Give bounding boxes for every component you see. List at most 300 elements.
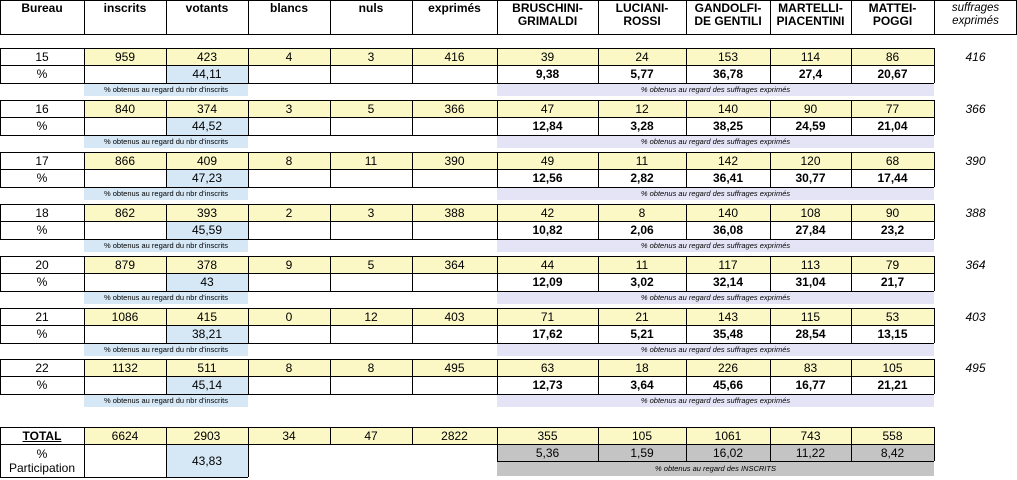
pct-c4: 27,4 — [798, 67, 823, 81]
column-divider — [770, 100, 771, 135]
cell-c3: 226 — [686, 359, 770, 376]
row-divider — [0, 169, 934, 170]
pct-votants: 38,21 — [166, 325, 248, 343]
column-divider — [770, 0, 771, 34]
column-divider — [598, 359, 599, 394]
total-pct-c5: 8,42 — [851, 444, 934, 461]
pct-c4: 27,84 — [795, 223, 826, 237]
column-divider — [851, 444, 852, 461]
column-divider — [770, 308, 771, 343]
column-divider — [412, 152, 413, 187]
column-divider — [84, 359, 85, 394]
pct-c2: 3,28 — [630, 119, 654, 133]
pct-c4: 24,59 — [795, 119, 826, 133]
column-divider — [84, 100, 85, 135]
cell-c2: 18 — [598, 359, 686, 376]
column-divider — [248, 359, 249, 394]
pct-c3: 35,48 — [712, 327, 744, 341]
total-pct-votants: 43,83 — [166, 444, 248, 477]
cell-c4: 114 — [770, 48, 851, 65]
column-divider — [412, 359, 413, 394]
row-divider — [0, 376, 934, 377]
column-divider — [770, 427, 771, 444]
column-divider — [248, 0, 249, 34]
pct-c5: 21,04 — [877, 119, 908, 133]
header-nuls: nuls — [358, 1, 384, 15]
cell-c2: 11 — [598, 152, 686, 169]
suffrages-exprimes: 388 — [965, 205, 986, 220]
column-divider — [0, 152, 1, 187]
cell-c2: 11 — [598, 256, 686, 273]
column-divider — [0, 256, 1, 291]
cell-inscrits: 840 — [84, 100, 166, 117]
suffrages-exprimes: 416 — [965, 49, 986, 64]
cell-c1: 44 — [497, 256, 598, 273]
row-divider — [0, 256, 934, 257]
pct-label: % — [36, 223, 48, 237]
suffrages-exprimes: 364 — [965, 257, 986, 272]
column-divider — [934, 100, 935, 135]
pct-label: % — [36, 119, 48, 133]
column-divider — [0, 0, 1, 34]
pct-c2: 3,64 — [630, 378, 654, 392]
pct-label: % — [36, 378, 48, 392]
column-divider — [330, 308, 331, 343]
column-divider — [934, 427, 935, 444]
cell-inscrits: 879 — [84, 256, 166, 273]
note-suffrages: % obtenus au regard des suffrages exprimés — [497, 135, 934, 148]
cell-c4: 108 — [770, 204, 851, 221]
column-divider — [770, 48, 771, 83]
column-divider — [330, 256, 331, 291]
row-divider — [0, 65, 934, 66]
column-divider — [166, 427, 167, 444]
row-divider — [0, 477, 248, 478]
row-divider — [0, 427, 934, 428]
pct-c5: 21,21 — [877, 378, 908, 392]
column-divider — [84, 444, 85, 477]
pct-c2: 2,06 — [630, 223, 654, 237]
pct-votants: 47,23 — [166, 169, 248, 187]
cell-nuls: 12 — [330, 308, 412, 325]
pct-votants: 43 — [166, 273, 248, 291]
header-exprimes: exprimés — [428, 1, 481, 15]
row-divider — [0, 187, 934, 188]
note-inscrits: % obtenus au regard du nbr d'inscrits — [84, 187, 248, 200]
column-divider — [166, 48, 167, 83]
cell-nuls: 8 — [330, 359, 412, 376]
pct-c2: 2,82 — [630, 171, 654, 185]
bureau-number: 18 — [35, 205, 49, 220]
total-c2: 105 — [598, 427, 686, 444]
cell-c3: 143 — [686, 308, 770, 325]
column-divider — [84, 0, 85, 34]
pct-c1: 17,62 — [532, 327, 563, 341]
total-inscrits: 6624 — [84, 427, 166, 444]
total-label: TOTAL — [22, 428, 62, 443]
cell-blancs: 0 — [248, 308, 330, 325]
row-divider — [0, 100, 934, 101]
cell-inscrits: 1132 — [84, 359, 166, 376]
cell-c2: 12 — [598, 100, 686, 117]
cell-votants: 415 — [166, 308, 248, 325]
column-divider — [0, 359, 1, 394]
column-divider — [598, 100, 599, 135]
column-divider — [934, 308, 935, 343]
column-divider — [330, 427, 331, 444]
total-votants: 2903 — [166, 427, 248, 444]
header-cand3: GANDOLFI- DE GENTILI — [694, 1, 762, 28]
pct-c5: 20,67 — [877, 67, 908, 81]
row-divider — [0, 239, 934, 240]
pct-c1: 12,09 — [532, 275, 563, 289]
header-inscrits: inscrits — [103, 1, 147, 15]
total-c3: 1061 — [686, 427, 770, 444]
row-divider — [0, 273, 934, 274]
pct-c1: 12,73 — [532, 378, 563, 392]
column-divider — [412, 308, 413, 343]
note-inscrits: % obtenus au regard du nbr d'inscrits — [84, 291, 248, 304]
column-divider — [686, 0, 687, 34]
total-c5: 558 — [851, 427, 934, 444]
pct-votants: 44,52 — [166, 117, 248, 135]
cell-c5: 90 — [851, 204, 934, 221]
row-divider — [0, 0, 1017, 1]
header-cand5: MATTEI- POGGI — [868, 1, 917, 28]
cell-c4: 120 — [770, 152, 851, 169]
note-suffrages: % obtenus au regard des suffrages exprimés — [497, 187, 934, 200]
column-divider — [166, 100, 167, 135]
pct-c3: 45,66 — [712, 378, 744, 392]
total-c4: 743 — [770, 427, 851, 444]
bureau-number: 21 — [35, 309, 49, 324]
bureau-number: 16 — [35, 101, 49, 116]
cell-c3: 153 — [686, 48, 770, 65]
cell-votants: 393 — [166, 204, 248, 221]
column-divider — [84, 427, 85, 444]
cell-c1: 39 — [497, 48, 598, 65]
cell-exprimes: 495 — [412, 359, 497, 376]
column-divider — [934, 0, 935, 34]
column-divider — [330, 48, 331, 83]
total-pct-label: % Participation — [8, 446, 76, 475]
header-cand2: LUCIANI- ROSSI — [615, 1, 669, 28]
column-divider — [84, 152, 85, 187]
column-divider — [0, 444, 1, 477]
column-divider — [598, 48, 599, 83]
row-divider — [0, 152, 934, 153]
cell-c1: 49 — [497, 152, 598, 169]
bureau-number: 22 — [35, 360, 49, 375]
total-pct-c1: 5,36 — [497, 444, 598, 461]
header-suffrages: suffrages exprimés — [951, 2, 1000, 27]
cell-nuls: 5 — [330, 100, 412, 117]
column-divider — [934, 256, 935, 291]
column-divider — [248, 444, 249, 477]
pct-c4: 16,77 — [795, 378, 826, 392]
cell-exprimes: 416 — [412, 48, 497, 65]
cell-c5: 53 — [851, 308, 934, 325]
column-divider — [770, 359, 771, 394]
note-suffrages: % obtenus au regard des suffrages exprimés — [497, 291, 934, 304]
header-cand4: MARTELLI- PIACENTINI — [776, 1, 845, 28]
cell-blancs: 9 — [248, 256, 330, 273]
pct-votants: 45,59 — [166, 221, 248, 239]
cell-votants: 511 — [166, 359, 248, 376]
column-divider — [598, 256, 599, 291]
cell-inscrits: 1086 — [84, 308, 166, 325]
row-divider — [0, 48, 934, 49]
column-divider — [248, 308, 249, 343]
pct-c4: 28,54 — [795, 327, 826, 341]
cell-exprimes: 390 — [412, 152, 497, 169]
note-suffrages: % obtenus au regard des suffrages exprimés — [497, 394, 934, 407]
column-divider — [412, 100, 413, 135]
pct-label: % — [36, 67, 48, 81]
column-divider — [166, 204, 167, 239]
pct-c5: 21,7 — [880, 275, 905, 289]
column-divider — [412, 48, 413, 83]
suffrages-exprimes: 366 — [965, 101, 986, 116]
cell-votants: 374 — [166, 100, 248, 117]
column-divider — [686, 427, 687, 444]
note-inscrits: % obtenus au regard du nbr d'inscrits — [84, 135, 248, 148]
pct-c3: 36,41 — [712, 171, 744, 185]
column-divider — [248, 427, 249, 444]
column-divider — [851, 256, 852, 291]
pct-c1: 12,84 — [532, 119, 563, 133]
cell-c4: 83 — [770, 359, 851, 376]
cell-c4: 113 — [770, 256, 851, 273]
column-divider — [330, 359, 331, 394]
cell-blancs: 8 — [248, 152, 330, 169]
pct-c1: 9,38 — [535, 67, 560, 81]
column-divider — [497, 152, 498, 187]
cell-nuls: 3 — [330, 48, 412, 65]
column-divider — [330, 0, 331, 34]
column-divider — [770, 444, 771, 461]
row-divider — [0, 291, 934, 292]
cell-blancs: 4 — [248, 48, 330, 65]
column-divider — [412, 256, 413, 291]
note-suffrages: % obtenus au regard des suffrages exprimés — [497, 83, 934, 96]
column-divider — [497, 100, 498, 135]
column-divider — [686, 359, 687, 394]
cell-c5: 86 — [851, 48, 934, 65]
pct-c3: 32,14 — [712, 275, 744, 289]
column-divider — [598, 427, 599, 444]
pct-c2: 5,77 — [630, 67, 654, 81]
cell-c3: 140 — [686, 100, 770, 117]
bureau-number: 17 — [35, 153, 49, 168]
column-divider — [770, 152, 771, 187]
column-divider — [248, 48, 249, 83]
row-divider — [0, 34, 1017, 35]
pct-label: % — [36, 275, 48, 289]
column-divider — [166, 444, 167, 477]
total-blancs: 34 — [248, 427, 330, 444]
column-divider — [851, 204, 852, 239]
pct-c5: 17,44 — [877, 171, 908, 185]
column-divider — [934, 152, 935, 187]
cell-c5: 68 — [851, 152, 934, 169]
pct-c3: 38,25 — [712, 119, 744, 133]
pct-c4: 31,04 — [795, 275, 826, 289]
column-divider — [0, 308, 1, 343]
cell-votants: 423 — [166, 48, 248, 65]
row-divider — [497, 461, 934, 462]
cell-inscrits: 959 — [84, 48, 166, 65]
column-divider — [934, 444, 935, 461]
cell-c4: 115 — [770, 308, 851, 325]
column-divider — [0, 204, 1, 239]
total-pct-c2: 1,59 — [598, 444, 686, 461]
pct-c3: 36,08 — [712, 223, 744, 237]
column-divider — [686, 256, 687, 291]
column-divider — [248, 100, 249, 135]
note-suffrages: % obtenus au regard des suffrages exprimés — [497, 239, 934, 252]
cell-c3: 140 — [686, 204, 770, 221]
cell-c1: 63 — [497, 359, 598, 376]
cell-blancs: 3 — [248, 100, 330, 117]
column-divider — [166, 0, 167, 34]
cell-inscrits: 862 — [84, 204, 166, 221]
note-inscrits: % obtenus au regard du nbr d'inscrits — [84, 83, 248, 96]
column-divider — [497, 308, 498, 343]
column-divider — [851, 0, 852, 34]
suffrages-exprimes: 390 — [965, 153, 986, 168]
pct-votants: 45,14 — [166, 376, 248, 394]
cell-exprimes: 403 — [412, 308, 497, 325]
row-divider — [0, 325, 934, 326]
column-divider — [497, 204, 498, 239]
cell-exprimes: 366 — [412, 100, 497, 117]
column-divider — [598, 308, 599, 343]
cell-c5: 79 — [851, 256, 934, 273]
column-divider — [497, 48, 498, 83]
column-divider — [84, 48, 85, 83]
column-divider — [686, 152, 687, 187]
column-divider — [770, 256, 771, 291]
column-divider — [851, 100, 852, 135]
pct-c4: 30,77 — [795, 171, 826, 185]
total-pct-c4: 11,22 — [770, 444, 851, 461]
column-divider — [0, 100, 1, 135]
cell-c5: 77 — [851, 100, 934, 117]
cell-c3: 142 — [686, 152, 770, 169]
column-divider — [598, 204, 599, 239]
column-divider — [0, 48, 1, 83]
cell-c5: 105 — [851, 359, 934, 376]
pct-c1: 12,56 — [532, 171, 563, 185]
row-divider — [0, 204, 934, 205]
cell-exprimes: 388 — [412, 204, 497, 221]
column-divider — [248, 204, 249, 239]
total-nuls: 47 — [330, 427, 412, 444]
column-divider — [166, 359, 167, 394]
row-divider — [0, 221, 934, 222]
cell-c1: 71 — [497, 308, 598, 325]
column-divider — [934, 359, 935, 394]
row-divider — [0, 394, 934, 395]
column-divider — [497, 256, 498, 291]
header-votants: votants — [185, 1, 229, 15]
column-divider — [330, 100, 331, 135]
cell-c3: 117 — [686, 256, 770, 273]
column-divider — [851, 308, 852, 343]
pct-label: % — [36, 327, 48, 341]
cell-nuls: 5 — [330, 256, 412, 273]
column-divider — [166, 308, 167, 343]
column-divider — [934, 48, 935, 83]
column-divider — [598, 444, 599, 461]
column-divider — [851, 152, 852, 187]
cell-votants: 409 — [166, 152, 248, 169]
column-divider — [84, 308, 85, 343]
column-divider — [412, 0, 413, 34]
cell-blancs: 2 — [248, 204, 330, 221]
header-bureau: Bureau — [21, 1, 63, 15]
column-divider — [934, 204, 935, 239]
pct-label: % — [36, 171, 48, 185]
column-divider — [412, 427, 413, 444]
cell-blancs: 8 — [248, 359, 330, 376]
cell-c4: 90 — [770, 100, 851, 117]
pct-c1: 10,82 — [532, 223, 563, 237]
pct-c5: 23,2 — [880, 223, 905, 237]
bureau-number: 15 — [35, 49, 49, 64]
column-divider — [166, 256, 167, 291]
note-inscrits: % obtenus au regard du nbr d'inscrits — [84, 394, 248, 407]
column-divider — [0, 427, 1, 444]
cell-nuls: 3 — [330, 204, 412, 221]
column-divider — [84, 204, 85, 239]
column-divider — [851, 359, 852, 394]
pct-c5: 13,15 — [877, 327, 908, 341]
total-pct-c3: 16,02 — [686, 444, 770, 461]
total-c1: 355 — [497, 427, 598, 444]
cell-c1: 47 — [497, 100, 598, 117]
row-divider — [0, 135, 934, 136]
note-inscrits: % obtenus au regard du nbr d'inscrits — [84, 239, 248, 252]
cell-c2: 24 — [598, 48, 686, 65]
column-divider — [851, 427, 852, 444]
column-divider — [686, 100, 687, 135]
header-cand1: BRUSCHINI- GRIMALDI — [512, 1, 583, 28]
column-divider — [330, 204, 331, 239]
row-divider — [0, 117, 934, 118]
cell-c1: 42 — [497, 204, 598, 221]
column-divider — [497, 444, 498, 461]
row-divider — [0, 308, 934, 309]
column-divider — [686, 48, 687, 83]
column-divider — [770, 204, 771, 239]
column-divider — [330, 152, 331, 187]
cell-c2: 8 — [598, 204, 686, 221]
column-divider — [686, 444, 687, 461]
column-divider — [497, 0, 498, 34]
column-divider — [598, 0, 599, 34]
suffrages-exprimes: 403 — [965, 309, 986, 324]
suffrages-exprimes: 495 — [965, 360, 986, 375]
cell-exprimes: 364 — [412, 256, 497, 273]
total-exprimes: 2822 — [412, 427, 497, 444]
cell-nuls: 11 — [330, 152, 412, 169]
pct-c2: 3,02 — [630, 275, 654, 289]
note-inscrits: % obtenus au regard du nbr d'inscrits — [84, 343, 248, 356]
column-divider — [166, 152, 167, 187]
column-divider — [497, 427, 498, 444]
